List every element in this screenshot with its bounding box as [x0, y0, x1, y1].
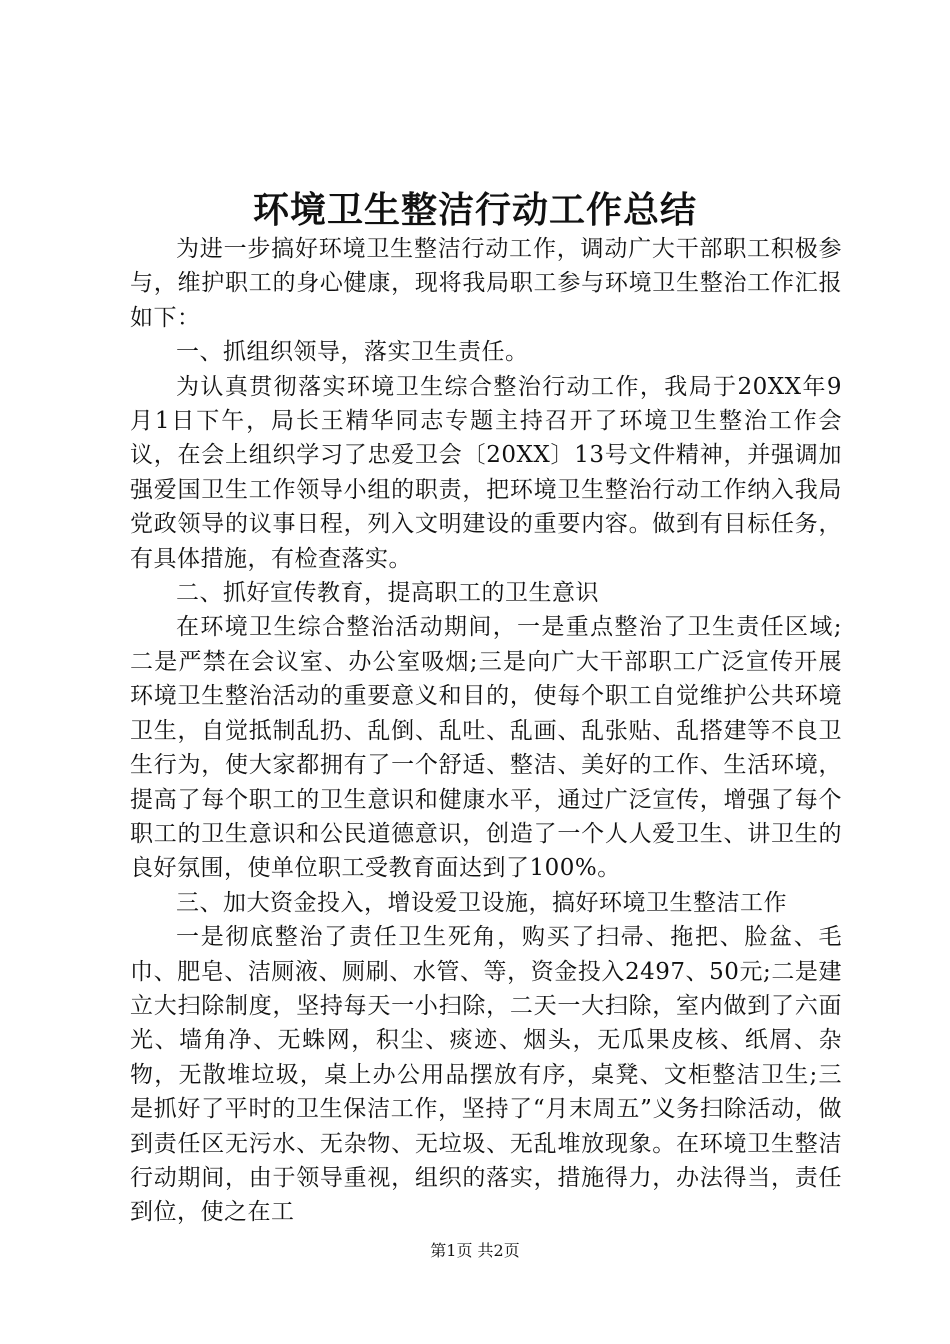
paragraph-intro: 为进一步搞好环境卫生整洁行动工作，调动广大干部职工积极参与，维护职工的身心健康，现将我局职工参与环境卫生整治工作汇报如下： [130, 236, 842, 331]
document-body [130, 232, 842, 1230]
paragraph-section-1: 为认真贯彻落实环境卫生综合整治行动工作，我局于20XX年9月1日下午，局长王精华同志专题主持召开了环境卫生整治工作会议，在会上组织学习了忠爱卫会〔20XX〕13号文件精神，并强调加强爱国卫生工作领导小组的职责，把环境卫生整治行动工作纳入我局党政领导的议事日程，列入文明建设的重要内容。做到有目标任务，有具体措施，有检查落实。 [130, 373, 842, 572]
paragraph-section-2: 在环境卫生综合整治活动期间，一是重点整治了卫生责任区域;二是严禁在会议室、办公室吸烟;三是向广大干部职工广泛宣传开展环境卫生整治活动的重要意义和目的，使每个职工自觉维护公共环境卫生，自觉抵制乱扔、乱倒、乱吐、乱画、乱张贴、乱搭建等不良卫生行为，使大家都拥有了一个舒适、整洁、美好的工作、生活环境，提高了每个职工的卫生意识和健康水平，通过广泛宣传，增强了每个职工的卫生意识和公民道德意识，创造了一个人人爱卫生、讲卫生的良好氛围，使单位职工受教育面达到了100%。 [130, 614, 842, 882]
paragraph-section-3: 一是彻底整治了责任卫生死角，购买了扫帚、拖把、脸盆、毛巾、肥皂、洁厕液、厕刷、水管、等，资金投入2497、50元;二是建立大扫除制度，坚持每天一小扫除，二天一大扫除，室内做到了六面光、墙角净、无蛛网，积尘、痰迹、烟头，无瓜果皮核、纸屑、杂物，无散堆垃圾，桌上办公用品摆放有序，桌凳、文柜整洁卫生;三是抓好了平时的卫生保洁工作，坚持了“月末周五”义务扫除活动，做到责任区无污水、无杂物、无垃圾、无乱堆放现象。在环境卫生整洁行动期间，由于领导重视，组织的落实，措施得力，办法得当，责任到位，使之在工 [130, 924, 842, 1226]
page-number-footer: 第1页 共2页 [430, 1241, 520, 1260]
section-heading-2: 二、抓好宣传教育，提高职工的卫生意识 [176, 580, 599, 607]
section-heading-3: 三、加大资金投入，增设爱卫设施，搞好环境卫生整洁工作 [176, 889, 787, 916]
section-heading-1: 一、抓组织领导，落实卫生责任。 [176, 339, 529, 366]
document-title: 环境卫生整洁行动工作总结 [252, 189, 697, 231]
